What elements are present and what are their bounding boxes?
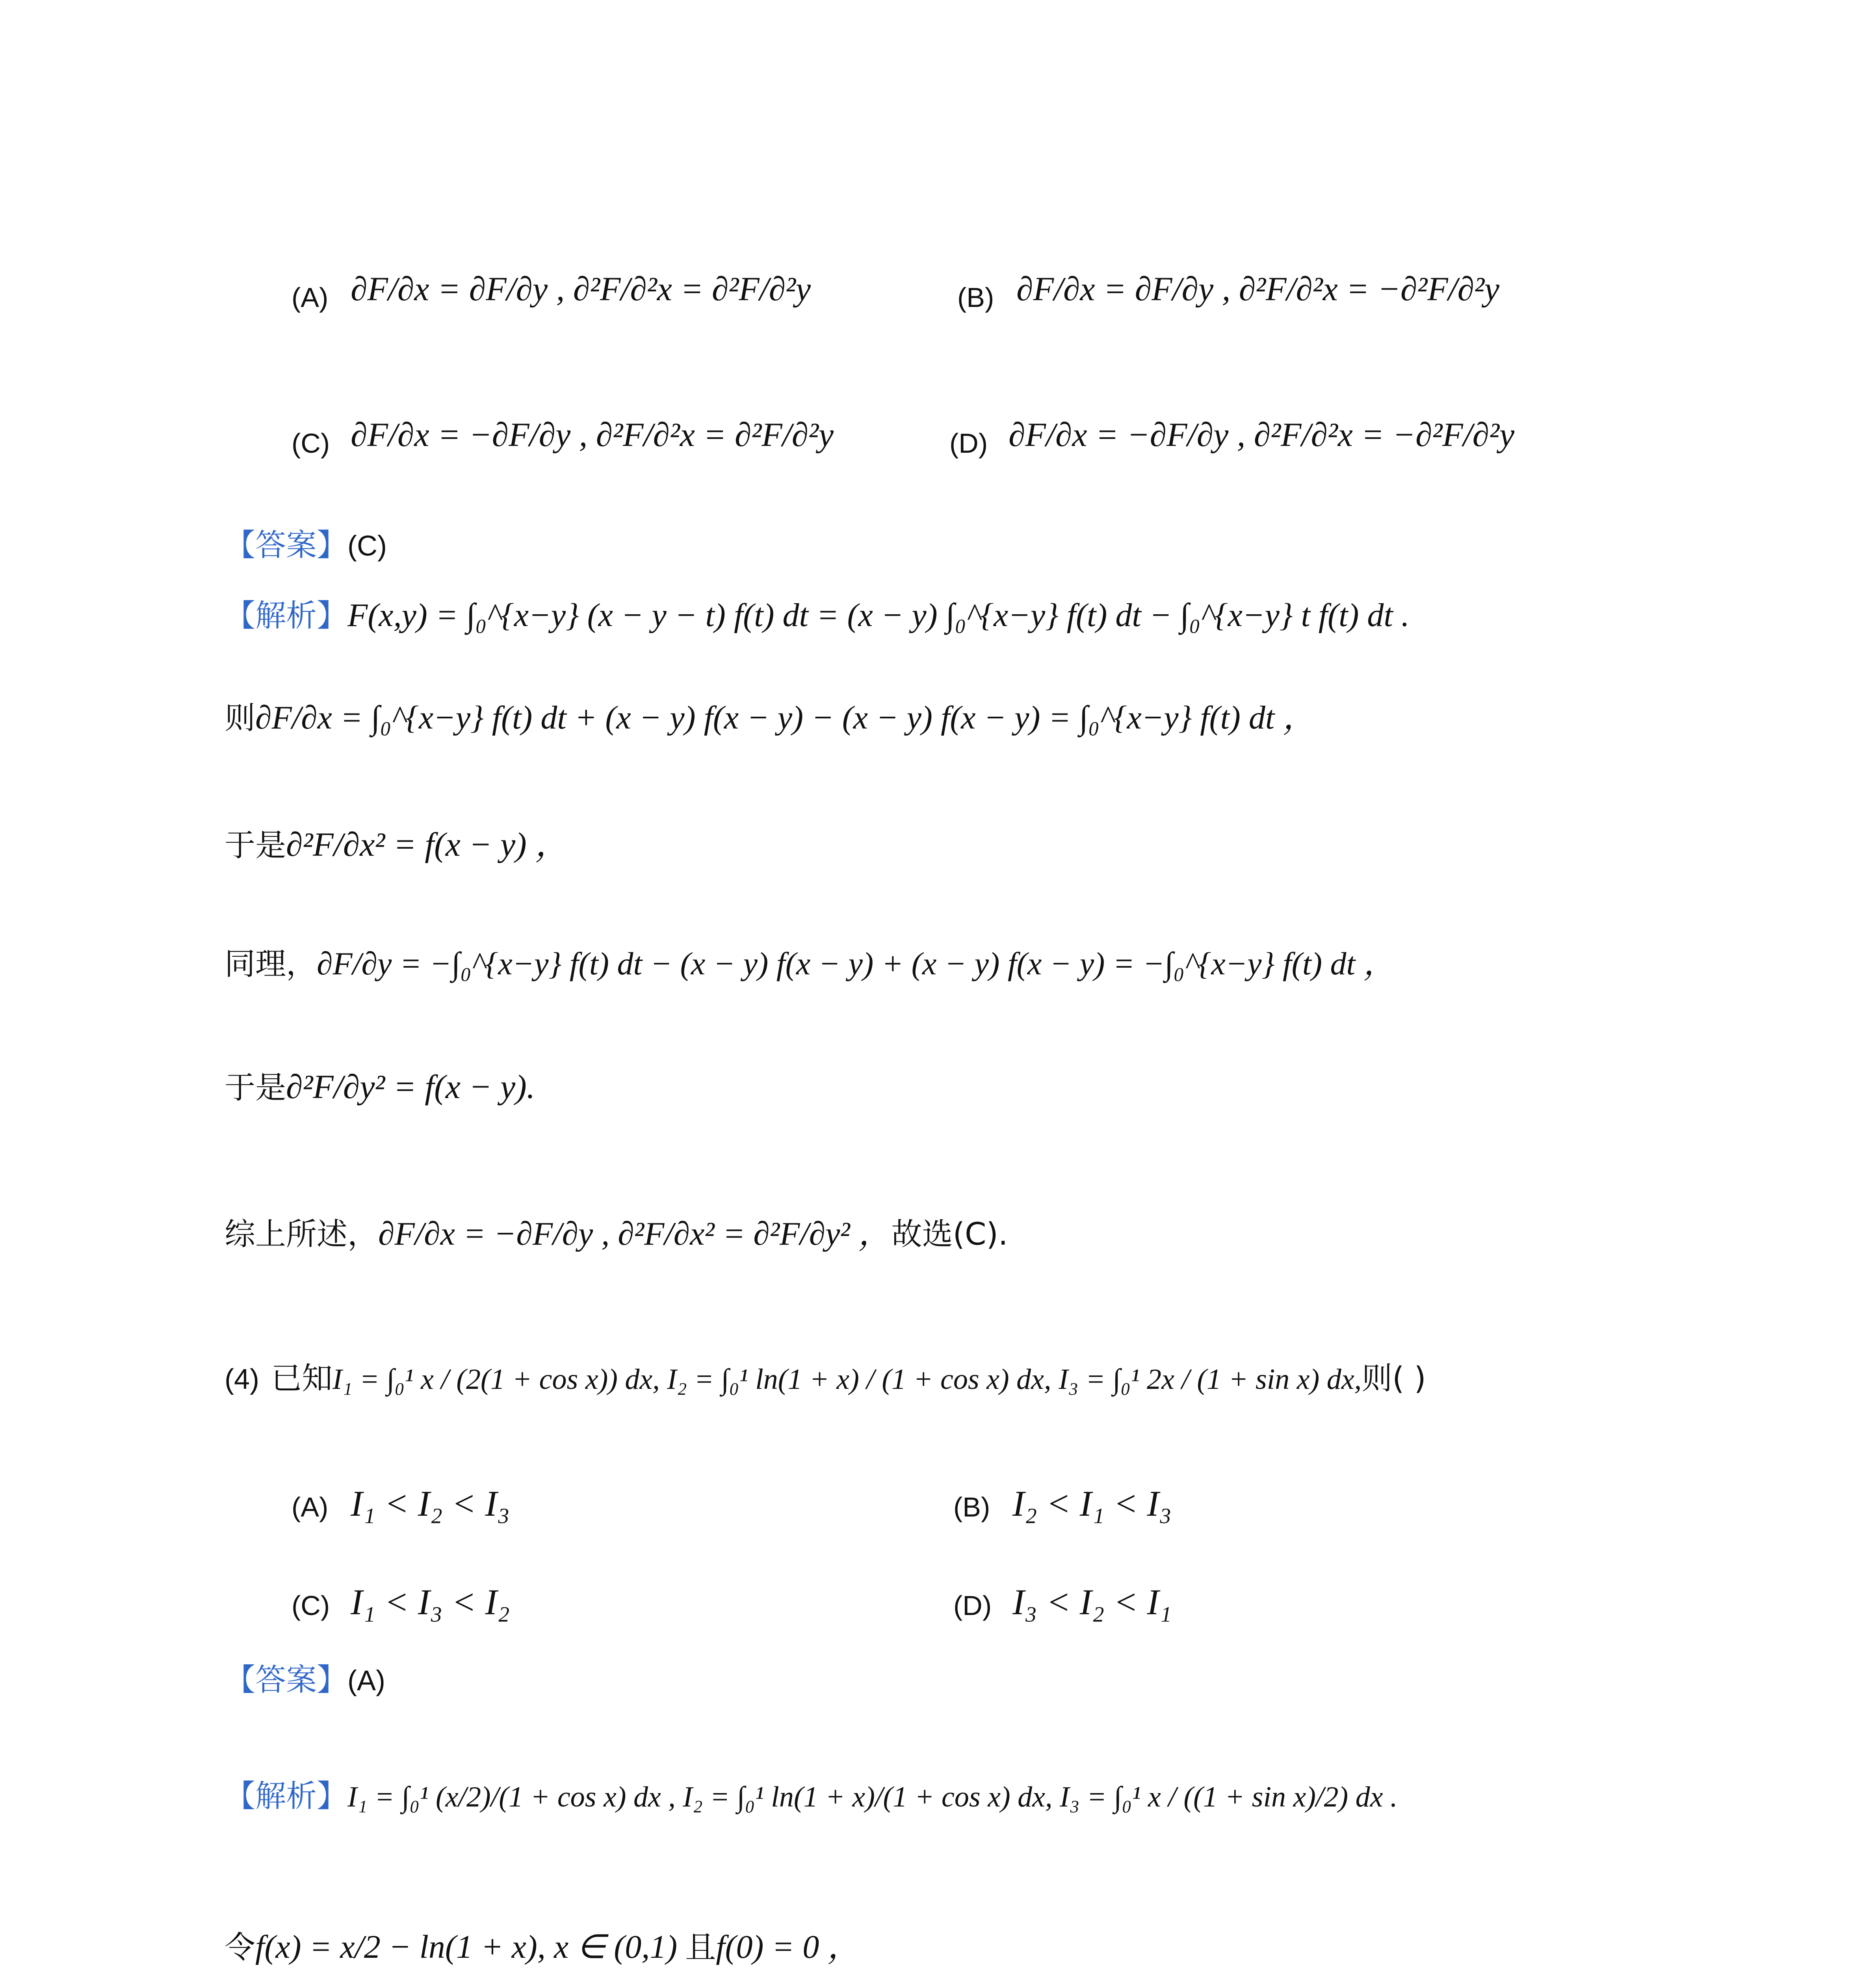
q3-answer	[225, 530, 387, 561]
q4-option-c-math: I₁ < I₃ < I₂	[351, 1582, 510, 1622]
q3-option-c-label: (C)	[292, 428, 330, 459]
q3-option-a-math: ∂F/∂x = ∂F/∂y , ∂²F/∂²x = ∂²F/∂²y	[351, 270, 811, 308]
answer-value: (C)	[347, 530, 387, 562]
q3-analysis-line1	[225, 599, 1410, 632]
q3-analysis-line4	[225, 948, 1396, 980]
text: 同理，	[225, 946, 317, 982]
text: 则	[225, 701, 256, 736]
q3-option-d-math: ∂F/∂x = −∂F/∂y , ∂²F/∂²x = −∂²F/∂²y	[1009, 416, 1515, 453]
q4-option-a-math: I₁ < I₂ < I₃	[351, 1483, 510, 1524]
formula: F(x,y) = ∫₀^{x−y} (x − y − t) f(t) dt = (x − y) ∫₀^{x−y} f(t) dt − ∫₀^{x−y} t f(t) dt .	[347, 597, 1410, 634]
q3-analysis-line2	[225, 701, 1316, 734]
formula: ∂²F/∂y² = f(x − y).	[286, 1068, 535, 1106]
q3-analysis-line6	[225, 1217, 1008, 1251]
q4-answer	[225, 1662, 385, 1698]
answer-value: (A)	[347, 1665, 385, 1697]
q3-analysis-line5	[225, 1070, 535, 1104]
text: 已知	[271, 1361, 333, 1396]
q4-option-b-label: (B)	[953, 1492, 990, 1522]
q3-option-b-math: ∂F/∂x = ∂F/∂y , ∂²F/∂²x = −∂²F/∂²y	[1016, 270, 1500, 308]
q4-option-c-label: (C)	[292, 1590, 330, 1621]
analysis-tag: 【解析】	[225, 1779, 348, 1814]
formula: ∂F/∂x = ∫₀^{x−y} f(t) dt + (x − y) f(x − y) − (x − y) f(x − y) = ∫₀^{x−y} f(t) dt ，	[255, 699, 1316, 736]
formula: ∂²F/∂x² = f(x − y) ，	[286, 825, 569, 863]
q3-option-d-label: (D)	[949, 428, 988, 459]
question-number: (4)	[225, 1364, 259, 1395]
formula: ∂F/∂x = −∂F/∂y , ∂²F/∂x² = ∂²F/∂y² ，	[378, 1215, 892, 1252]
formula: f(0) = 0 ，	[716, 1929, 861, 1965]
q3-option-a-label: (A)	[292, 282, 329, 313]
q4-option-d-math: I₃ < I₂ < I₁	[1012, 1582, 1172, 1622]
text: 于是	[225, 1070, 286, 1106]
q4-analysis-line1	[225, 1781, 1398, 1812]
formula: f(x) = x/2 − ln(1 + x), x ∈ (0,1)	[255, 1929, 678, 1965]
text: 综上所述，	[225, 1217, 379, 1252]
answer-tag: 【答案】	[225, 1662, 348, 1698]
q4-analysis-line2	[225, 1931, 860, 1964]
q3-option-b-label: (B)	[957, 282, 994, 313]
answer-tag: 【答案】	[225, 528, 348, 563]
q3-analysis-line3	[225, 827, 569, 861]
formula: ∂F/∂y = −∫₀^{x−y} f(t) dt − (x − y) f(x − y) + (x − y) f(x − y) = −∫₀^{x−y} f(t) dt ，	[317, 946, 1396, 981]
q4-option-d-label: (D)	[953, 1590, 992, 1621]
text: 则( )	[1361, 1361, 1426, 1396]
text: 故选(C).	[891, 1217, 1008, 1252]
analysis-tag: 【解析】	[225, 598, 348, 634]
q4-option-a-label: (A)	[292, 1492, 329, 1522]
formula: I₁ = ∫₀¹ (x/2)/(1 + cos x) dx , I₂ = ∫₀¹ ln(1 + x)/(1 + cos x) dx, I₃ = ∫₀¹ x / ((1 + sin x)/2) dx .	[347, 1781, 1398, 1813]
text: 且	[685, 1930, 716, 1965]
q3-option-c-math: ∂F/∂x = −∂F/∂y , ∂²F/∂²x = ∂²F/∂²y	[351, 416, 834, 453]
q4-stem	[225, 1363, 1426, 1394]
text: 于是	[225, 828, 286, 863]
text: 令	[225, 1930, 256, 1965]
q4-option-b-math: I₂ < I₁ < I₃	[1012, 1483, 1172, 1524]
formula: I₁ = ∫₀¹ x / (2(1 + cos x)) dx, I₂ = ∫₀¹ ln(1 + x) / (1 + cos x) dx, I₃ = ∫₀¹ 2x / (1 + sin x) dx,	[332, 1363, 1362, 1396]
